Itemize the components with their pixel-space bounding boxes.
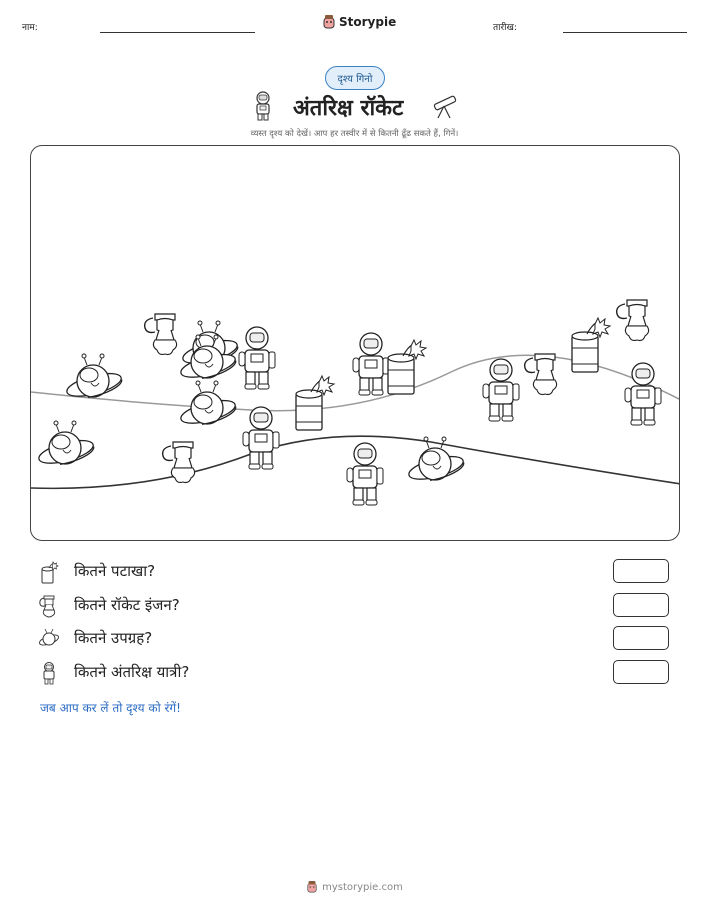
name-field-line[interactable] [100,32,255,33]
busy-scene [30,145,680,541]
astronaut [353,333,389,395]
question-text: कितने रॉकेट इंजन? [74,595,180,614]
rocket-engine-icon [38,594,60,618]
firecracker-icon [38,560,60,584]
telescope-icon [430,90,462,120]
name-label: नाम: [22,23,38,33]
satellite-icon [38,627,60,651]
satellite [407,437,466,486]
page-title: अंतरिक्ष रॉकेट [293,96,404,121]
storypie-logo-icon [322,14,336,30]
astronaut [239,327,275,389]
answer-box[interactable] [613,559,669,583]
rocket-engine [525,354,557,395]
question-row [38,558,678,592]
brand-name: Storypie [339,15,397,29]
firecracker [572,318,610,372]
astronaut [347,443,383,505]
question-text: कितने अंतरिक्ष यात्री? [74,662,190,681]
astronaut-icon [38,661,60,685]
astronaut [243,407,279,469]
firecracker [296,376,334,430]
astronaut-icon [252,90,274,122]
satellite [37,421,96,470]
question-row [38,625,678,659]
worksheet-header [0,14,709,44]
question-text: कितने उपग्रह? [74,629,153,647]
date-field-line[interactable] [563,32,687,33]
instructions: व्यस्त दृश्य को देखें। आप हर तस्वीर में से कितनी ढूँढ सकते हैं, गिनें। [250,129,459,139]
answer-box[interactable] [613,660,669,684]
astronaut [625,363,661,425]
activity-badge: दृश्य गिनो [325,66,385,90]
rocket-engine [617,300,649,341]
storypie-logo-icon [306,880,318,894]
astronaut [483,359,519,421]
answer-box[interactable] [613,626,669,650]
question-text: कितने पटाखा? [74,562,156,580]
rocket-engine [163,442,195,483]
date-label: तारीख: [493,23,517,33]
rocket-engine [145,314,177,355]
question-list [38,558,678,692]
satellite [65,354,124,403]
answer-box[interactable] [613,593,669,617]
question-row [38,659,678,693]
question-row [38,592,678,626]
footer [0,880,709,894]
brand-logo [322,14,396,30]
scene-drawing [31,146,680,541]
coloring-instruction: जब आप कर लें तो दृश्य को रंगें! [40,701,181,715]
footer-url[interactable]: mystorypie.com [322,881,403,893]
